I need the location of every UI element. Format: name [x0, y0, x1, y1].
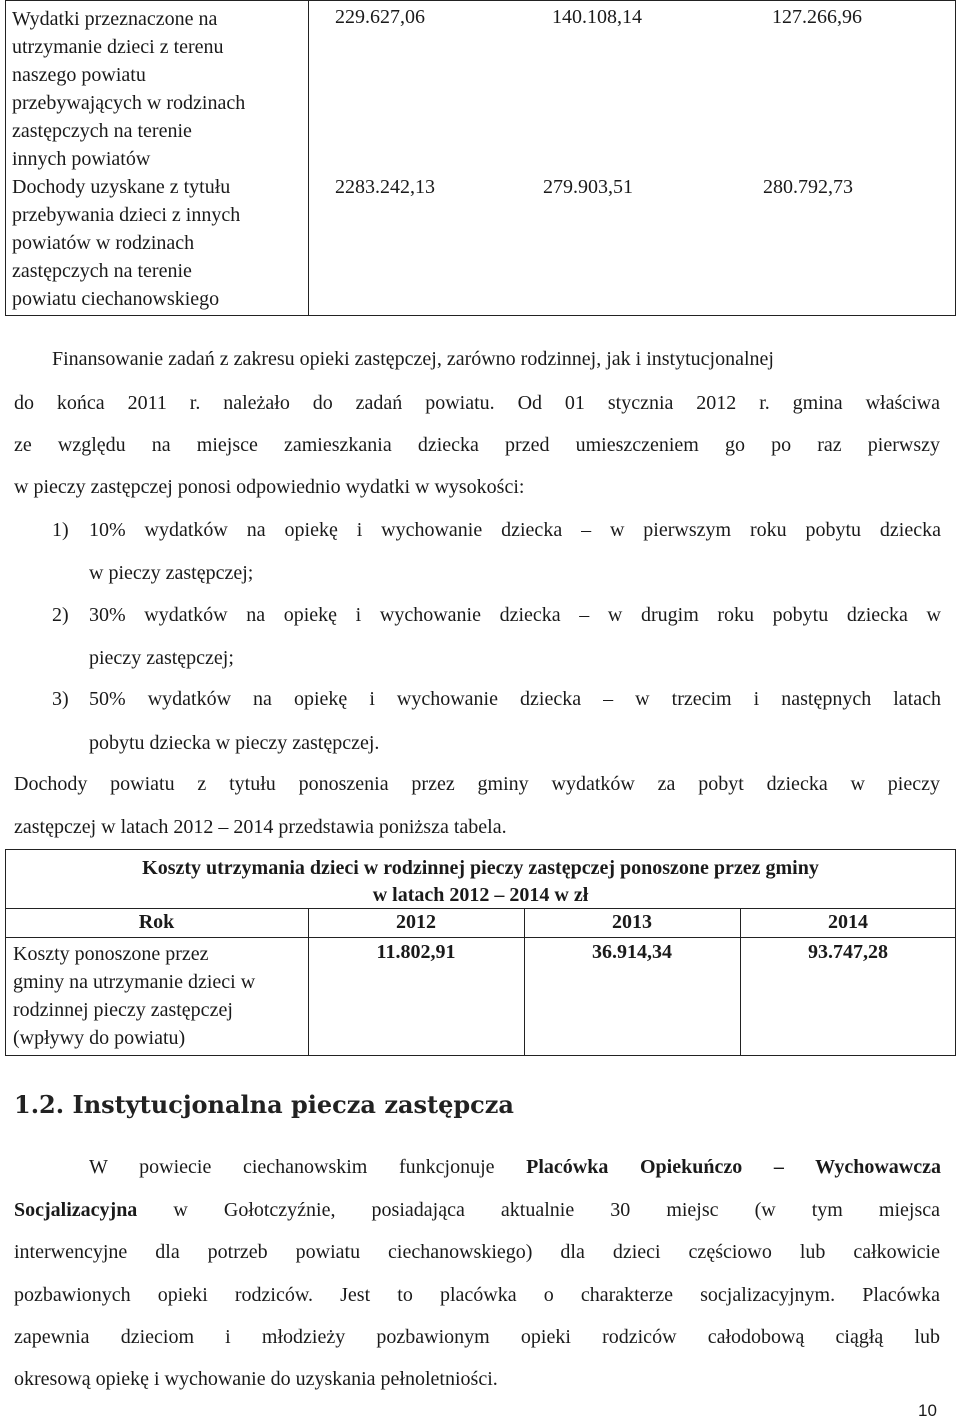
table-divider [308, 0, 309, 316]
text-line-content: Dochody powiatu z tytułu ponoszenia przez gminy wydatków za pobyt dziecka w pieczy [14, 773, 940, 795]
value-cell: 11.802,91 [376, 941, 456, 963]
text-line [14, 1283, 940, 1307]
value-cell: 229.627,06 [335, 6, 425, 28]
row-label-line: zastępczych na terenie [12, 260, 192, 282]
list-text-content: 50% wydatków na opiekę i wychowanie dziecka – w trzecim i następnych latach [89, 688, 941, 710]
row-label-line: innych powiatów [12, 148, 151, 170]
institution-name: Socjalizacyjna [14, 1199, 138, 1221]
table-row [12, 173, 240, 313]
row-label-line: rodzinnej pieczy zastępczej [13, 999, 233, 1021]
row-label [13, 940, 255, 1052]
text-line [14, 772, 940, 796]
text-line-content: do końca 2011 r. należało do zadań powiatu. Od 01 stycznia 2012 r. gmina właściwa [14, 392, 940, 414]
table-row [12, 5, 245, 173]
table-title-line: w latach 2012 – 2014 w zł [372, 884, 589, 906]
text-line: okresową opiekę i wychowanie do uzyskania pełnoletniości. [14, 1368, 498, 1390]
value-cell: 127.266,96 [772, 6, 862, 28]
text-line: Finansowanie zadań z zakresu opieki zastępczej, zarówno rodzinnej, jak i instytucjonalnej [52, 348, 774, 370]
text-line [14, 1240, 940, 1264]
row-label-line: (wpływy do powiatu) [13, 1027, 186, 1049]
text-line-content: w Gołotczyźnie, posiadająca aktualnie 30 miejsc (w tym miejsca [137, 1199, 940, 1221]
table-title-line: Koszty utrzymania dzieci w rodzinnej pieczy zastępczej ponoszone przez gminy [142, 857, 819, 879]
header-cell: Rok [138, 911, 175, 933]
value-cell: 93.747,28 [808, 941, 888, 963]
row-label-line: powiatów w rodzinach [12, 232, 195, 254]
value-cell: 279.903,51 [543, 176, 633, 198]
row-label-line: utrzymanie dzieci z terenu [12, 36, 224, 58]
header-cell: 2014 [828, 911, 868, 933]
text-line [14, 433, 940, 457]
text-line: w pieczy zastępczej ponosi odpowiednio wydatki w wysokości: [14, 476, 525, 498]
row-label-line: przebywania dzieci z innych [12, 204, 241, 226]
text-line: zastępczej w latach 2012 – 2014 przedstawia poniższa tabela. [14, 816, 507, 838]
table-title [5, 855, 956, 909]
list-number: 1) [52, 519, 69, 541]
text-line [14, 391, 940, 415]
value-cell: 36.914,34 [592, 941, 672, 963]
top-table [5, 0, 956, 316]
value-cell: 280.792,73 [763, 176, 853, 198]
row-label-line: Koszty ponoszone przez [13, 943, 209, 965]
list-text-line [89, 603, 941, 627]
header-cell: 2013 [612, 911, 652, 933]
list-number: 3) [52, 688, 69, 710]
row-label-line: Dochody uzyskane z tytułu [12, 176, 231, 198]
text-line [89, 1155, 941, 1179]
row-label-line: powiatu ciechanowskiego [12, 288, 220, 310]
table-divider [5, 937, 956, 938]
text-line-content: ze względu na miejsce zamieszkania dziecka przed umieszczeniem go po raz pierwszy [14, 434, 940, 456]
text-line [14, 1325, 940, 1349]
value-cell: 140.108,14 [552, 6, 642, 28]
cost-table [5, 849, 956, 1056]
list-text-line: pobytu dziecka w pieczy zastępczej. [89, 732, 380, 754]
text-line-content: zapewnia dzieciom i młodzieży pozbawionym opieki rodziców całodobową ciągłą lub [14, 1326, 940, 1348]
row-label-line: zastępczych na terenie [12, 120, 192, 142]
row-label-line: naszego powiatu [12, 64, 146, 86]
list-text-content: 10% wydatków na opiekę i wychowanie dziecka – w pierwszym roku pobytu dziecka [89, 519, 941, 541]
text-line-content: pozbawionych opieki rodziców. Jest to placówka o charakterze socjalizacyjnym. Placówka [14, 1284, 940, 1306]
institution-name: Placówka Opiekuńczo – Wychowawcza [526, 1156, 941, 1178]
list-text-line [89, 518, 941, 542]
list-number: 2) [52, 604, 69, 626]
row-label-line: gminy na utrzymanie dzieci w [13, 971, 256, 993]
list-text-content: 30% wydatków na opiekę i wychowanie dziecka – w drugim roku pobytu dziecka w [89, 604, 941, 626]
section-heading: 1.2. Instytucjonalna piecza zastępcza [14, 1090, 514, 1119]
value-cell: 2283.242,13 [335, 176, 435, 198]
row-label-line: Wydatki przeznaczone na [12, 8, 218, 30]
page-number: 10 [918, 1401, 937, 1420]
text-line [14, 1198, 940, 1222]
list-text-line: pieczy zastępczej; [89, 647, 234, 669]
list-text-line [89, 687, 941, 711]
list-text-line: w pieczy zastępczej; [89, 562, 254, 584]
text-line-content: interwencyjne dla potrzeb powiatu ciechanowskiego) dla dzieci częściowo lub całkowicie [14, 1241, 940, 1263]
header-cell: 2012 [396, 911, 436, 933]
text-line-content: W powiecie ciechanowskim funkcjonuje [89, 1156, 527, 1178]
row-label-line: przebywających w rodzinach [12, 92, 246, 114]
